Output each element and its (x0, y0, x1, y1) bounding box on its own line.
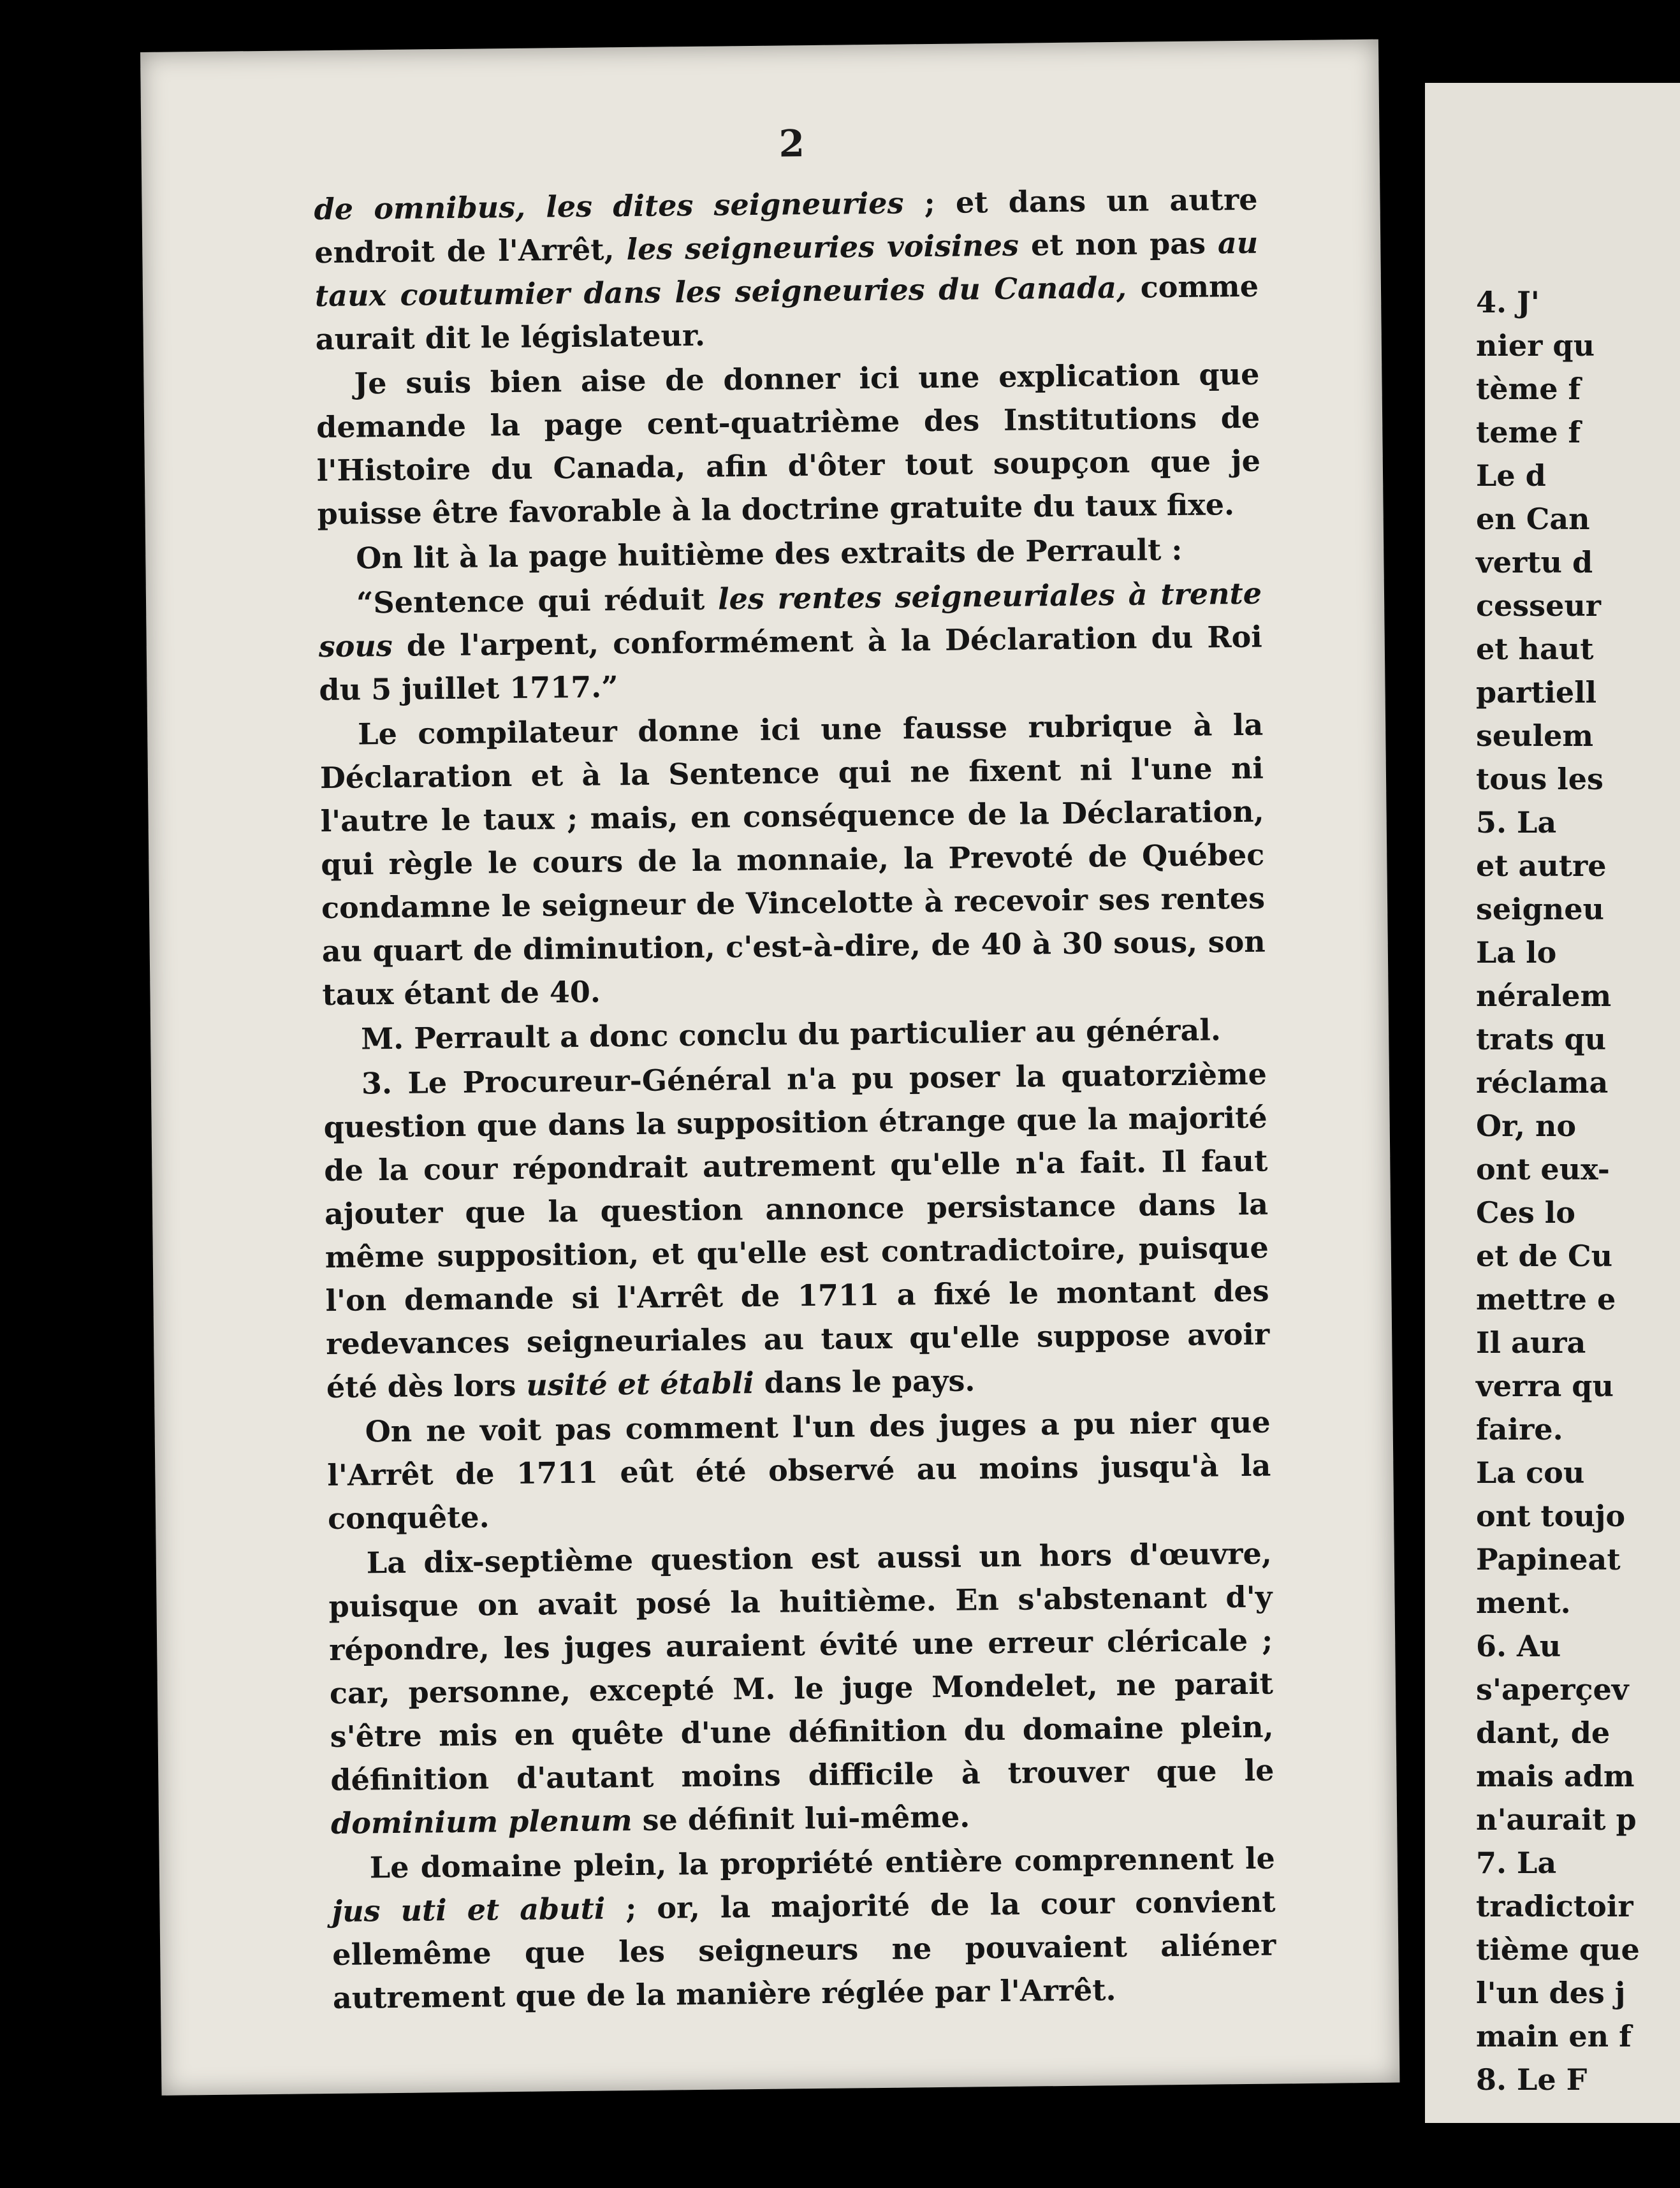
right-page-line: La cou (1476, 1455, 1585, 1490)
body-text (314, 178, 1276, 2020)
text-run: comme aurait dit le législateur. (315, 268, 1259, 357)
text-run: dans le pays. (754, 1363, 975, 1401)
paragraph (319, 703, 1266, 1016)
right-page-line: tradictoir (1476, 1889, 1633, 1923)
right-page-line: ont toujo (1476, 1499, 1626, 1533)
right-page-line: Or, no (1476, 1109, 1577, 1143)
italic-text: de omnibus, les dites seigneuries (314, 186, 904, 227)
text-run: Le compilateur donne ici une fausse rubrique à la Déclaration et à la Sentence qui ne fixent ni l'une ni l'autre le taux ; mais, en conséquence de la Déclaration, qui règle le cours de la monnaie, la Prevoté de Québec condamne le seigneur de Vincelotte à recevoir ses rentes au quart de diminution, c'est-à-dire, de 40 à 30 sous, son taux étant de 40. (319, 707, 1266, 1012)
italic-text: usité et établi (526, 1366, 754, 1403)
right-page-line: et de Cu (1476, 1239, 1613, 1273)
text-run: “Sentence qui réduit (356, 581, 719, 620)
italic-text: les seigneuries voisines (626, 228, 1019, 267)
left-page (140, 40, 1399, 2096)
right-page-line: et haut (1476, 632, 1594, 666)
right-page-line: Papineat (1476, 1542, 1621, 1577)
right-page-line: cesseur (1476, 588, 1602, 623)
right-page-line: Le d (1476, 458, 1546, 493)
right-page-line: l'un des j (1476, 1976, 1626, 2010)
text-run: On ne voit pas comment l'un des juges a pu nier que l'Arrêt de 1711 eût été observé au moins jusqu'à la conquête. (327, 1404, 1271, 1536)
right-page-line: n'aurait p (1476, 1802, 1637, 1837)
paragraph (328, 1532, 1275, 1845)
paragraph (331, 1837, 1276, 2020)
text-run: Le domaine plein, la propriété entière comprennent le (369, 1841, 1276, 1885)
right-page-line: nier qu (1476, 328, 1595, 363)
right-page-line: faire. (1476, 1412, 1563, 1447)
right-page-line: tous les (1476, 762, 1603, 796)
right-page-line: verra qu (1476, 1369, 1614, 1403)
right-page-line: vertu d (1476, 545, 1593, 580)
paragraph (318, 572, 1263, 711)
right-page-line: en Can (1476, 502, 1590, 536)
right-page-line: 6. Au (1476, 1629, 1561, 1663)
right-page-line: ont eux- (1476, 1152, 1610, 1186)
right-page-line: 4. J' (1476, 285, 1540, 319)
right-page-line: seulem (1476, 718, 1594, 753)
right-page-line: Ces lo (1476, 1195, 1575, 1230)
right-page-line: La lo (1476, 935, 1557, 970)
right-page-line: 5. La (1476, 805, 1557, 840)
paragraph (326, 1401, 1271, 1540)
paragraph (318, 527, 1262, 580)
right-page-line: tème f (1476, 372, 1581, 406)
italic-text: dominium plenum (330, 1803, 632, 1841)
right-page-line: mais adm (1476, 1759, 1635, 1793)
right-page-line: tième que (1476, 1932, 1640, 1967)
paragraph (316, 353, 1261, 536)
text-run: On lit à la page huitième des extraits de Perrault : (356, 532, 1183, 576)
text-run: 3. Le Procureur-Général n'a pu poser la quatorzième question que dans la supposition étrange que la majorité de la cour répondrait autrement qu'elle n'a fait. Il faut ajouter que la question annonce persistance dans la même supposition, et qu'elle est contradictoire, puisque l'on demande si l'Arrêt de 1711 a fixé le montant des redevances seigneuriales au taux qu'elle suppose avoir été dès lors (323, 1056, 1270, 1405)
paragraph (323, 1008, 1267, 1061)
right-page-line: main en f (1476, 2019, 1632, 2053)
italic-text: au taux coutumier dans les seigneuries du Canada, (314, 225, 1259, 314)
text-run: Je suis bien aise de donner ici une explication que demande la page cent-quatrième des Institutions de l'Histoire du Canada, afin d'ôter tout soupçon que je puisse être favorable à la doctrine gratuite du taux fixe. (316, 356, 1261, 532)
paragraph (323, 1053, 1271, 1409)
text-run: ; et dans un autre endroit de l'Arrêt, (314, 182, 1258, 270)
text-run: et non pas (1018, 226, 1218, 263)
text-run: La dix-septième question est aussi un hors d'œuvre, puisque on avait posé la huitième. En s'abstenant d'y répondre, les juges auraient évité une erreur cléricale ; car, personne, excepté M. le juge Mondelet, ne parait s'être mis en quête d'une définition du domaine plein, définition d'autant moins difficile à trouver que le (328, 1536, 1275, 1798)
right-page-line: Il aura (1476, 1325, 1586, 1360)
text-run: ; or, la majorité de la cour convient ellemême que les seigneurs ne pouvaient aliéner autrement que de la manière réglée par l'Arrêt. (332, 1884, 1276, 2016)
right-page-line: partiell (1476, 675, 1597, 710)
right-page-line: ment. (1476, 1586, 1571, 1620)
right-page-line: et autre (1476, 849, 1607, 883)
right-page-line: mettre e (1476, 1282, 1616, 1316)
right-page-line: trats qu (1476, 1022, 1607, 1056)
page-number: 2 (778, 122, 805, 166)
right-page-line: dant, de (1476, 1716, 1611, 1750)
text-run: se définit lui-même. (632, 1799, 970, 1838)
right-page-line: teme f (1476, 415, 1581, 449)
right-page-fragment (1425, 83, 1680, 2123)
right-page-line: seigneu (1476, 892, 1604, 926)
right-page-line: réclama (1476, 1065, 1609, 1100)
right-page-line: néralem (1476, 979, 1612, 1013)
right-page-line: 8. Le F (1476, 2062, 1588, 2097)
italic-text: jus uti et abuti (332, 1891, 606, 1929)
right-page-text (1476, 281, 1640, 2101)
text-run: de l'arpent, conformément à la Déclaration du Roi du 5 juillet 1717.” (319, 619, 1262, 708)
text-run: M. Perrault a donc conclu du particulier au général. (360, 1012, 1222, 1056)
right-page-line: s'aperçev (1476, 1672, 1629, 1707)
paragraph (314, 178, 1259, 361)
italic-text: les rentes seigneuriales à trente sous (318, 576, 1262, 664)
right-page-line: 7. La (1476, 1846, 1557, 1880)
